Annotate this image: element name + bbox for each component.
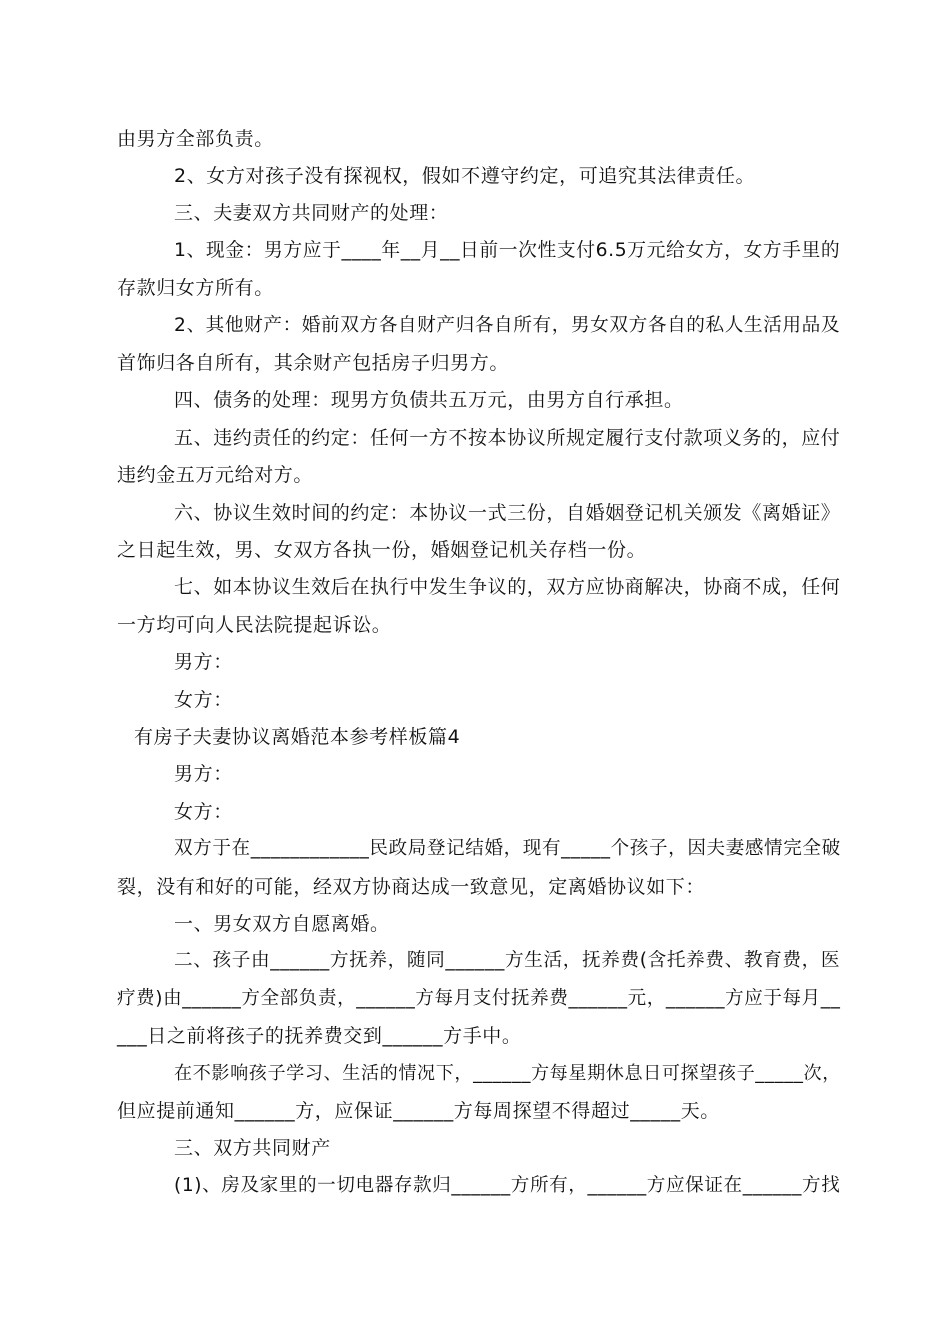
text-line: (1)、房及家里的一切电器存款归______方所有，______方应保证在______方找 <box>174 1175 841 1196</box>
text-line: 二、孩子由______方抚养，随同______方生活，抚养费(含托养费、教育费，医 <box>174 950 841 971</box>
text-line: 1、现金：男方应于____年__月__日前一次性支付6.5万元给女方，女方手里的 <box>174 240 841 261</box>
party-label-male: 男方： <box>174 763 233 785</box>
text-line: 首饰归各自所有，其余财产包括房子归男方。 <box>117 352 510 374</box>
text-line: 存款归女方所有。 <box>117 277 274 299</box>
text-line: 之日起生效，男、女双方各执一份，婚姻登记机关存档一份。 <box>117 539 647 561</box>
signature-label-female: 女方： <box>174 689 233 711</box>
section-heading: 四、债务的处理：现男方负债共五万元，由男方自行承担。 <box>174 389 684 411</box>
text-line: 违约金五万元给对方。 <box>117 464 314 486</box>
text-line: 在不影响孩子学习、生活的情况下，______方每星期休息日可探望孩子_____次， <box>174 1063 841 1084</box>
text-line: ___日之前将孩子的抚养费交到______方手中。 <box>117 1025 522 1047</box>
text-line: 但应提前通知______方，应保证______方每周探望不得超过_____天。 <box>117 1100 720 1122</box>
text-line: 2、其他财产：婚前双方各自财产归各自所有，男女双方各自的私人生活用品及 <box>174 315 841 336</box>
text-line: 由男方全部负责。 <box>117 128 274 150</box>
section-title: 有房子夫妻协议离婚范本参考样板篇4 <box>134 726 461 748</box>
text-line: 双方于在____________民政局登记结婚，现有_____个孩子，因夫妻感情完全破 <box>174 838 841 859</box>
party-label-female: 女方： <box>174 801 233 823</box>
section-heading: 三、夫妻双方共同财产的处理： <box>174 202 449 224</box>
text-line: 七、如本协议生效后在执行中发生争议的，双方应协商解决，协商不成，任何 <box>174 576 841 598</box>
text-line: 2、女方对孩子没有探视权，假如不遵守约定，可追究其法律责任。 <box>174 165 756 187</box>
text-line: 疗费)由______方全部负责，______方每月支付抚养费______元，______方应于每月__ <box>117 988 841 1009</box>
text-line: 六、协议生效时间的约定：本协议一式三份，自婚姻登记机关颁发《离婚证》 <box>174 502 841 524</box>
signature-label-male: 男方： <box>174 651 233 673</box>
section-heading: 一、男女双方自愿离婚。 <box>174 913 390 935</box>
section-heading: 三、双方共同财产 <box>174 1137 331 1159</box>
text-line: 五、违约责任的约定：任何一方不按本协议所规定履行支付款项义务的，应付 <box>174 427 841 449</box>
text-line: 裂，没有和好的可能，经双方协商达成一致意见，定离婚协议如下： <box>117 876 706 898</box>
text-line: 一方均可向人民法院提起诉讼。 <box>117 614 392 636</box>
